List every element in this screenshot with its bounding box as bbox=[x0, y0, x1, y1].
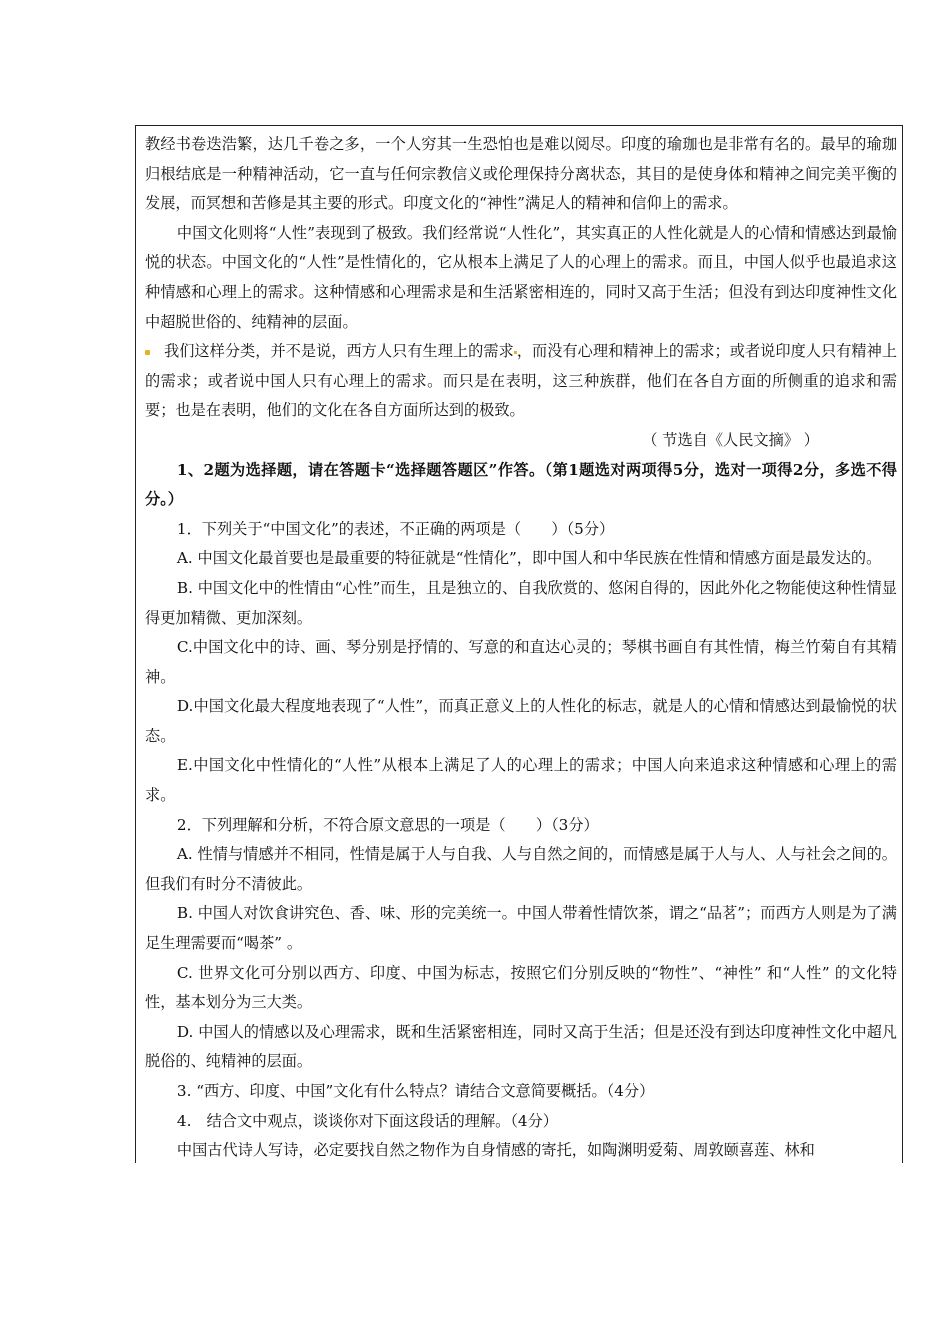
question-1-option-d: D.中国文化最大程度地表现了“人性”，而真正意义上的人性化的标志，就是人的心情和情感达到最愉悦的状态。 bbox=[145, 697, 897, 745]
question-2-option-a: A. 性情与情感并不相同，性情是属于人与自我、人与自然之间的，而情感是属于人与人、人与社会之间的。但我们有时分不清彼此。 bbox=[145, 845, 897, 893]
highlight-mark-icon bbox=[145, 350, 150, 355]
passage-paragraph-3-part-2: ，而没有心理和精神上的需求；或者说印度人只有精神上的需求；或者说中国人只有心理上的需求。而只是在表明，这三种族群，他们在各自方面的所侧重的追求和需要；也是在表明，他们的文化在各自方面所达到的极致。 bbox=[145, 342, 898, 420]
passage-paragraph-3-part-1: 我们这样分类，并不是说，西方人只有生理上的需求 bbox=[164, 342, 514, 361]
passage-source: （ 节选自《人民文摘》 ） bbox=[642, 430, 819, 449]
question-4: 4. 结合文中观点，谈谈你对下面这段话的理解。（4分） bbox=[176, 1111, 558, 1130]
question-1-option-b: B. 中国文化中的性情由“心性”而生，且是独立的、自我欣赏的、悠闲自得的，因此外化之物能使这种性情显得更加精微、更加深刻。 bbox=[145, 578, 897, 627]
instructions: 1、2题为选择题，请在答题卡“选择题答题区”作答。（第1题选对两项得5分，选对一项得2分，多选不得分。） bbox=[145, 460, 897, 509]
question-2-stem: 2．下列理解和分析，不符合原文意思的一项是（ ）（3分） bbox=[176, 815, 599, 834]
passage-paragraph-1: 教经书卷迭浩繁，达几千卷之多，一个人穷其一生恐怕也是难以阅尽。印度的瑜珈也是非常有名的。最早的瑜珈归根结底是一种精神活动，它一直与任何宗教信义或伦理保持分离状态，其目的是使身体和精神之间完美平衡的发展，而冥想和苦修是其主要的形式。印度文化的“神性”满足人的精神和信仰上的需求。 bbox=[145, 135, 897, 213]
question-3: 3. “西方、印度、中国”文化有什么特点？请结合文意简要概括。（4分） bbox=[176, 1082, 655, 1100]
question-2-option-b: B. 中国人对饮食讲究色、香、味、形的完美统一。中国人带着性情饮茶，谓之“品茗”；而西方人则是为了满足生理需要而“喝茶” 。 bbox=[145, 904, 897, 953]
question-1-option-e: E.中国文化中性情化的“人性”从根本上满足了人的心理上的需求；中国人向来追求这种情感和心理上的需求。 bbox=[145, 756, 897, 805]
question-1-option-c: C.中国文化中的诗、画、琴分别是抒情的、写意的和直达心灵的；琴棋书画自有其性情，梅兰竹菊自有其精神。 bbox=[145, 638, 897, 686]
question-2-option-c: C. 世界文化可分别以西方、印度、中国为标志，按照它们分别反映的“物性”、“神性” 和“人性” 的文化特性，基本划分为三大类。 bbox=[145, 963, 897, 1012]
question-1-stem: 1．下列关于“中国文化”的表述，不正确的两项是（ ）（5分） bbox=[176, 519, 615, 538]
question-4-quote: 中国古代诗人写诗，必定要找自然之物作为自身情感的寄托，如陶渊明爱菊、周敦颐喜莲、林和 bbox=[176, 1141, 815, 1160]
question-2-option-d: D. 中国人的情感以及心理需求，既和生活紧密相连，同时又高于生活；但是还没有到达印度神性文化中超凡脱俗的、纯精神的层面。 bbox=[145, 1022, 897, 1071]
passage-paragraph-2: 中国文化则将“人性”表现到了极致。我们经常说“人性化”，其实真正的人性化就是人的心情和情感达到最愉悦的状态。中国文化的“人性”是性情化的，它从根本上满足了人的心理上的需求。而且，中国人似乎也最追求这种情感和心理上的需求。这种情感和心理需求是和生活紧密相连的，同时又高于生活；但没有到达印度神性文化中超脱世俗的、纯精神的层面。 bbox=[145, 223, 897, 331]
question-1-option-a: A. 中国文化最首要也是最重要的特征就是“性情化”，即中国人和中华民族在性情和情感方面是最发达的。 bbox=[176, 549, 882, 568]
passage-paragraph-3 bbox=[145, 337, 897, 426]
document-body bbox=[145, 130, 897, 1163]
content-frame bbox=[135, 125, 903, 1163]
